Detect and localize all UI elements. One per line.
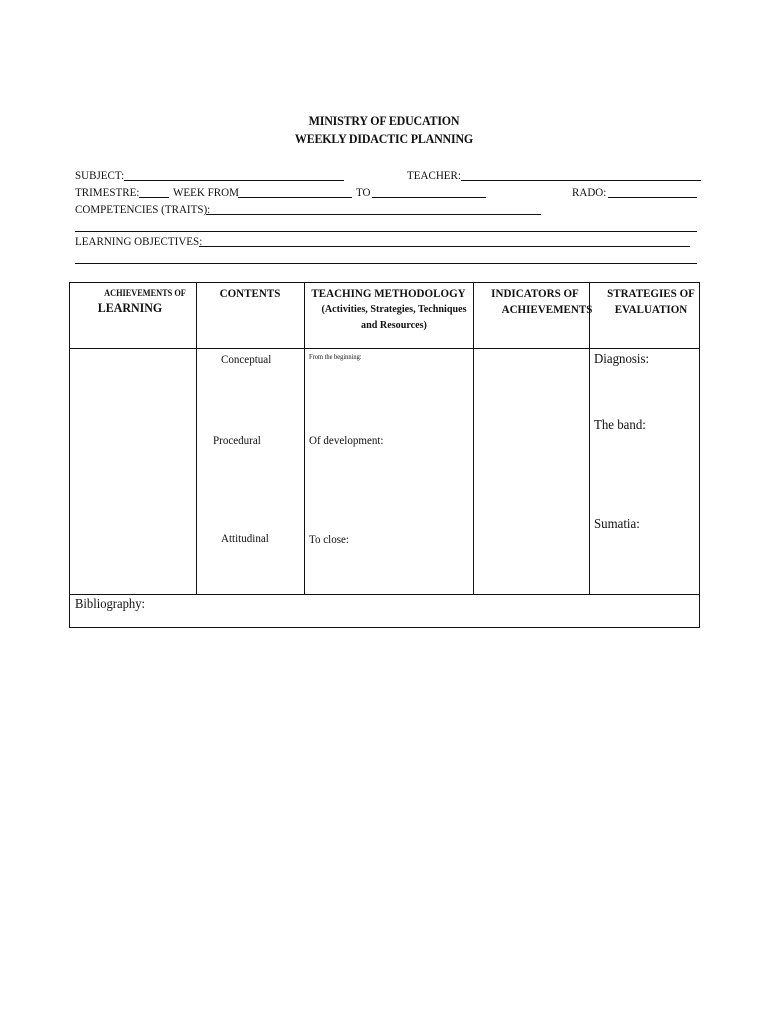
subject-field[interactable] — [124, 180, 344, 181]
header-achievements-small: ACHIEVEMENTS OF — [104, 288, 186, 298]
bibliography-label: Bibliography: — [75, 597, 146, 612]
header-indicators-2: ACHIEVEMENTS — [501, 302, 593, 316]
header-methodology: TEACHING METHODOLOGY — [311, 286, 466, 300]
competencies-extra-line[interactable] — [75, 231, 697, 232]
learning-objectives-extra-line[interactable] — [75, 263, 697, 264]
trimestre-label: TRIMESTRE: — [75, 185, 140, 199]
evaluation-diagnosis: Diagnosis: — [594, 352, 650, 367]
rado-field[interactable] — [608, 197, 697, 198]
learning-objectives-field[interactable] — [199, 246, 690, 247]
trimestre-field[interactable] — [139, 197, 169, 198]
methodology-close: To close: — [309, 532, 350, 546]
planning-table — [69, 282, 700, 628]
to-label: TO — [356, 185, 371, 199]
header-learning: LEARNING — [97, 300, 163, 315]
subject-label: SUBJECT: — [75, 168, 125, 182]
week-to-field[interactable] — [372, 197, 486, 198]
header-divider — [70, 348, 699, 349]
header-contents: CONTENTS — [219, 286, 281, 300]
learning-objectives-label: LEARNING OBJECTIVES: — [75, 234, 203, 248]
planning-title: WEEKLY DIDACTIC PLANNING — [294, 131, 474, 146]
content-attitudinal: Attitudinal — [221, 531, 269, 545]
week-from-label: WEEK FROM — [173, 185, 239, 199]
column-divider — [304, 283, 305, 595]
ministry-title: MINISTRY OF EDUCATION — [308, 113, 460, 128]
teacher-field[interactable] — [461, 180, 701, 181]
methodology-development: Of development: — [309, 433, 384, 447]
competencies-field[interactable] — [206, 214, 541, 215]
header-indicators-1: INDICATORS OF — [491, 286, 579, 300]
column-divider — [589, 283, 590, 595]
teacher-label: TEACHER: — [407, 168, 461, 182]
column-divider — [196, 283, 197, 595]
rado-label: RADO: — [572, 185, 607, 199]
header-methodology-sub: (Activities, Strategies, Techniques and Resources) — [321, 303, 467, 331]
header-strategies-2: EVALUATION — [614, 302, 688, 316]
content-conceptual: Conceptual — [221, 352, 272, 366]
header-strategies-1: STRATEGIES OF — [607, 286, 695, 300]
competencies-label: COMPETENCIES (TRAITS): — [75, 202, 211, 216]
content-procedural: Procedural — [213, 433, 261, 447]
week-from-field[interactable] — [238, 197, 352, 198]
evaluation-sumatia: Sumatia: — [594, 517, 640, 532]
evaluation-band: The band: — [594, 418, 646, 433]
bibliography-divider — [70, 594, 699, 595]
methodology-beginning: From the beginning: — [309, 353, 362, 361]
